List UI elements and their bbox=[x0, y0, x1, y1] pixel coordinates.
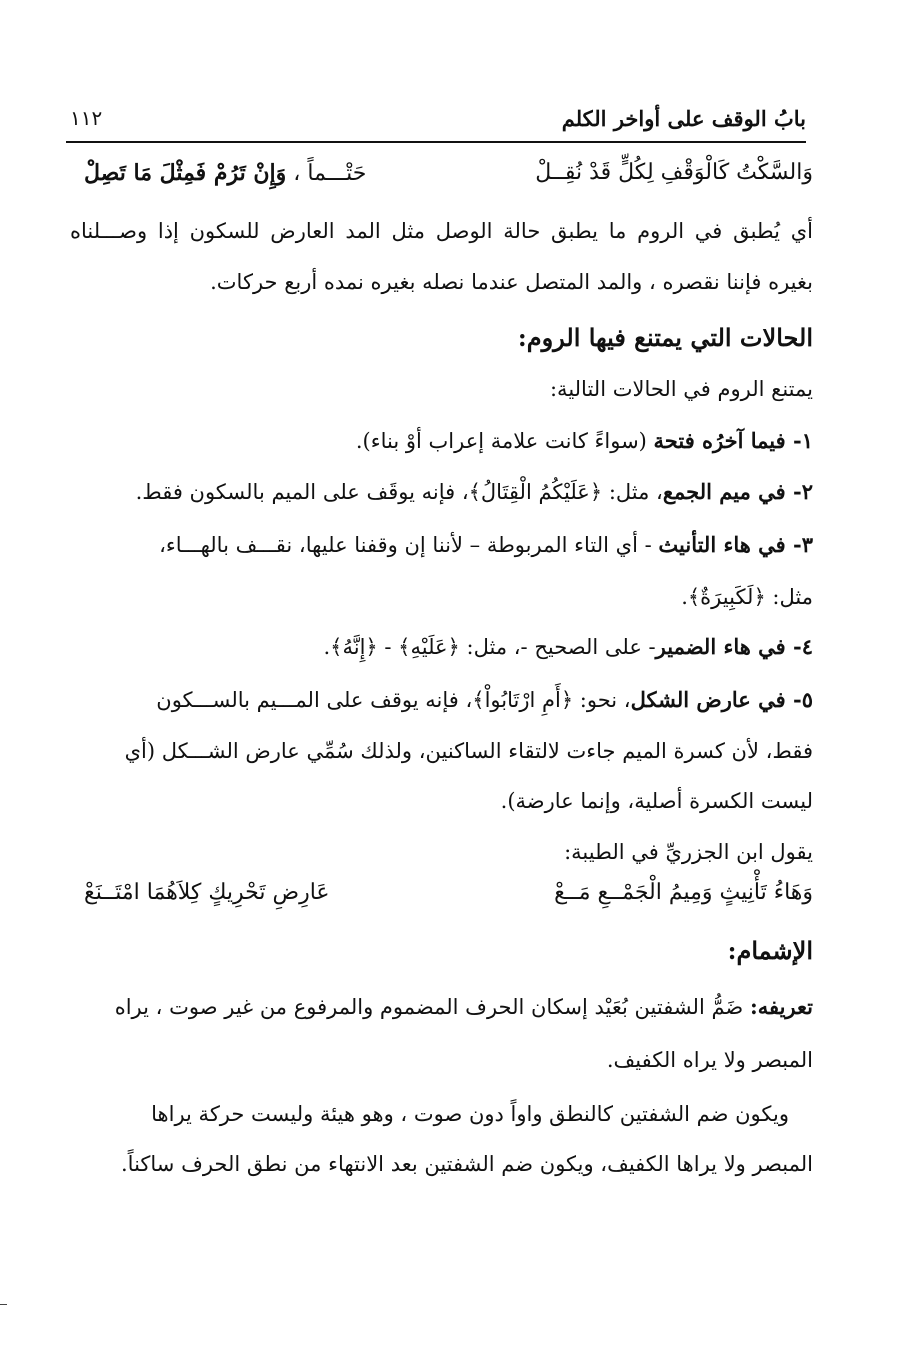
paragraph-line: ويكون ضم الشفتين كالنطق واواً دون صوت ، وهو هيئة وليست حركة يراها bbox=[151, 1102, 789, 1126]
item-number: ٤- bbox=[785, 634, 813, 659]
paragraph-line: بغيره فإننا نقصره ، والمد المتصل عندما نصله بغيره نمده أربع حركات. bbox=[210, 270, 813, 294]
item-text: - على الصحيح -، مثل: ﴿عَلَيْهِ﴾ - ﴿إِنَّهُ﴾. bbox=[323, 635, 656, 659]
item-bold: في هاء التأنيث bbox=[658, 532, 786, 557]
verse-second-hemistich: عَارِضِ تَحْرِيكٍ كِلاَهُمَا امْتَــنَعْ bbox=[84, 880, 330, 905]
verse-second-hemistich bbox=[84, 160, 366, 186]
paragraph-line: أي يُطبق في الروم ما يطبق حالة الوصل مثل المد العارض للسكون إذا وصـــلناه bbox=[70, 219, 813, 243]
definition-label: تعريفه: bbox=[749, 994, 813, 1019]
item-number: ٥- bbox=[785, 687, 813, 712]
section-heading-roum: الحالات التي يمتنع فيها الروم: bbox=[517, 323, 813, 352]
scan-edge-mark bbox=[0, 1304, 7, 1305]
item-bold: فيما آخرُه فتحة bbox=[653, 428, 786, 453]
list-item-continuation: مثل: ﴿لَكَبِيرَةٌ﴾. bbox=[681, 585, 813, 609]
item-number: ٢- bbox=[785, 479, 813, 504]
verse-ibn-jazari bbox=[84, 880, 813, 920]
definition-line bbox=[70, 990, 813, 1024]
list-item bbox=[70, 630, 813, 664]
list-item bbox=[70, 683, 813, 717]
item-text: ، مثل: ﴿عَلَيْكُمُ الْقِتَالُ﴾، فإنه يوقَف على الميم بالسكون فقط. bbox=[135, 480, 663, 504]
list-item bbox=[70, 475, 813, 509]
page-number: ١١٢ bbox=[70, 106, 103, 130]
chapter-title: بابُ الوقف على أواخر الكلم bbox=[561, 106, 806, 131]
item-text: ، نحو: ﴿أَمِ ارْتَابُواْ﴾، فإنه يوقف على المـــيم بالســـكون bbox=[156, 688, 631, 712]
item-text: (سواءً كانت علامة إعراب أوْ بناء). bbox=[355, 429, 654, 453]
verse-second-bold: وَإِنْ تَرُمْ فَمِثْلَ مَا تَصِلْ bbox=[84, 160, 287, 186]
item-text: - أي التاء المربوطة – لأننا إن وقفنا عليها، نقـــف بالهـــاء، bbox=[159, 533, 659, 557]
item-bold: في عارض الشكل bbox=[630, 687, 786, 712]
verse-first-hemistich: وَهَاءُ تَأْنِيثٍ وَمِيمُ الْجَمْــعِ مَــعْ bbox=[554, 880, 813, 905]
list-item bbox=[70, 528, 813, 562]
section-heading-ishmam: الإشمام: bbox=[727, 936, 813, 965]
verse-shatibi bbox=[84, 160, 813, 200]
paragraph-line: المبصر ولا يراها الكفيف، ويكون ضم الشفتين بعد الانتهاء من نطق الحرف ساكناً. bbox=[121, 1152, 813, 1176]
item-number: ٣- bbox=[785, 532, 813, 557]
verse-first-hemistich: وَالسَّكْتُ كَالْوَقْفِ لِكُلٍّ قَدْ نُقِــلْ bbox=[535, 160, 813, 185]
item-number: ١- bbox=[785, 428, 813, 453]
list-item-continuation: ليست الكسرة أصلية، وإنما عارضة). bbox=[500, 789, 813, 813]
verse-second-plain: حَتْـــماً ، bbox=[286, 161, 367, 186]
list-item bbox=[70, 424, 813, 458]
quote-intro: يقول ابن الجزريِّ في الطيبة: bbox=[564, 840, 813, 864]
list-item-continuation: فقط، لأن كسرة الميم جاءت لالتقاء الساكنين، ولذلك سُمِّي عارض الشـــكل (أي bbox=[124, 739, 813, 763]
definition-line: المبصر ولا يراه الكفيف. bbox=[606, 1048, 813, 1072]
page-header bbox=[66, 104, 806, 140]
item-bold: في هاء الضمير bbox=[655, 634, 786, 659]
item-bold: في ميم الجمع bbox=[662, 479, 786, 504]
header-rule bbox=[66, 141, 806, 143]
definition-text: ضَمُّ الشفتين بُعَيْد إسكان الحرف المضموم والمرفوع من غير صوت ، يراه bbox=[114, 995, 750, 1019]
section-intro: يمتنع الروم في الحالات التالية: bbox=[549, 377, 813, 401]
